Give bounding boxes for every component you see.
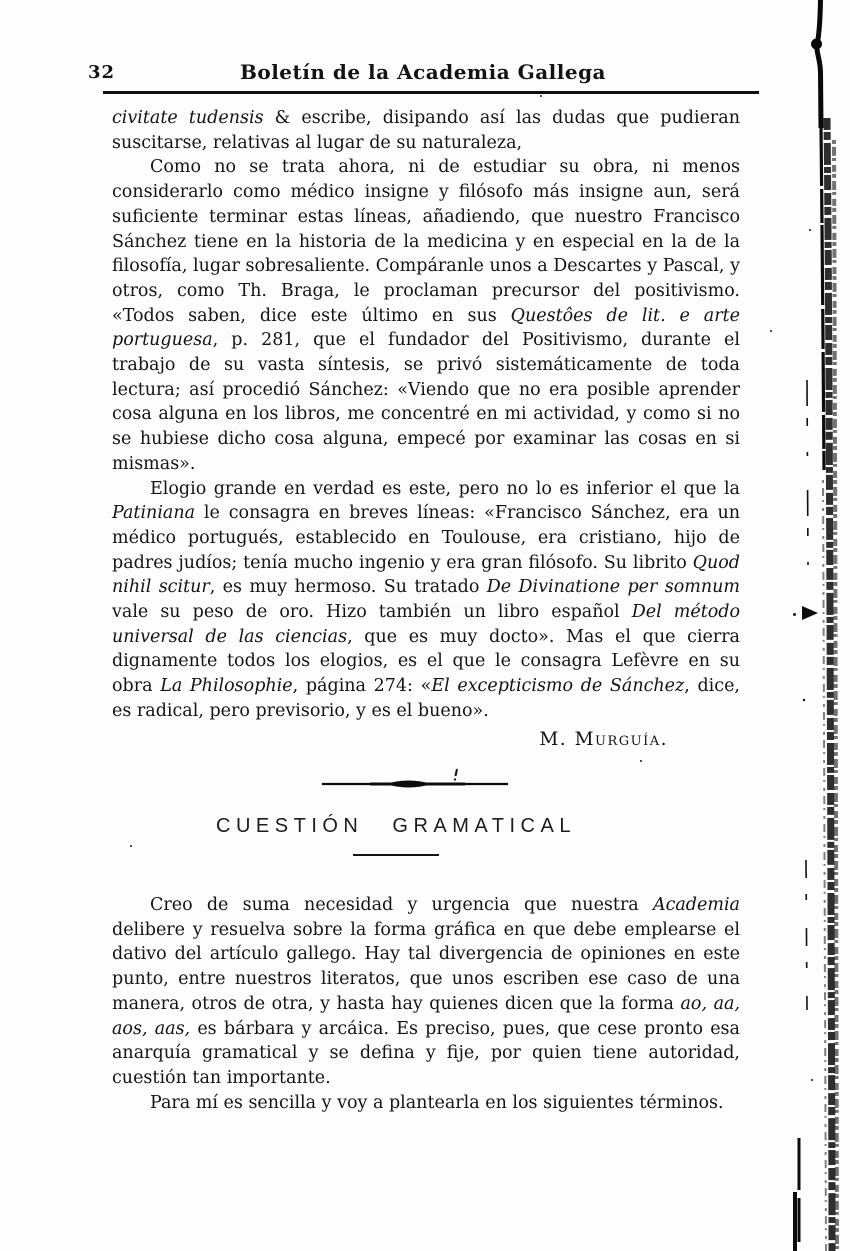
- text-run: La Philosophie: [160, 676, 293, 697]
- text-run: ao, aa, aos, aas,: [112, 993, 740, 1039]
- text-run: Academia: [652, 894, 740, 915]
- paragraph: [112, 477, 740, 724]
- text-run: Para mí es sencilla y voy a plantearla en los siguientes términos.: [150, 1092, 724, 1113]
- section-paragraphs: [112, 893, 740, 1115]
- text-run: es bárbara y arcáica. Es preciso, pues, que cese pronto esa anarquía gramatical y se defina y fije, por quien tiene autoridad, cuestión tan importante.: [112, 1018, 740, 1088]
- scan-speck: [770, 330, 772, 332]
- text-run: vale su peso de oro. Hizo también un libro español: [112, 602, 632, 623]
- text-run: Elogio grande en verdad es este, pero no lo es inferior el que la: [150, 478, 740, 499]
- paragraph: [112, 893, 740, 1091]
- journal-title: Boletín de la Academia Gallega: [239, 60, 607, 84]
- text-run: civitate tudensis: [112, 108, 264, 128]
- text-run: Creo de suma necesidad y urgencia que nuestra: [150, 894, 653, 915]
- paragraph: [112, 155, 740, 476]
- text-run: Quod nihil scitur: [112, 552, 740, 598]
- text-run: , página 274: «: [292, 676, 432, 697]
- scan-speck: [130, 845, 132, 847]
- text-run: , que es muy docto». Mas el que cierra dignamente todos los elogios, es el que le consagra Lefèvre en su obra: [112, 626, 740, 697]
- divider-rule-icon: [320, 766, 510, 792]
- section-title: CUESTIÓN GRAMATICAL: [216, 815, 576, 838]
- article-end-paragraphs: [112, 106, 740, 724]
- text-column: [112, 106, 740, 1115]
- header-rule: [103, 91, 759, 94]
- text-run: De Divinatione per somnum: [486, 577, 740, 598]
- text-run: Del método universal de las ciencias: [112, 602, 740, 647]
- text-run: delibere y resuelva sobre la forma gráfica en que debe emplearse el dativo del artículo gallego. Hay tal divergencia de opiniones en este punto, entre nuestros literatos, que unos escriben ese caso de una manera, otros de otra, y hasta hay quienes dicen que la forma: [112, 919, 740, 1014]
- text-run: le consagra en breves líneas: «Francisco Sánchez, era un médico portugués, establecido en Toulouse, era cristiano, hijo de padres judíos; tenía mucho ingenio y era gran filósofo. Su librito: [112, 503, 740, 573]
- text-run: , p. 281, que el fundador del Positivismo, durante el trabajo de su vasta síntesis, se privó sistemáticamente de toda lectura; así procedió Sánchez: «Viendo que no era posible aprender cosa alguna en los libros, me concentré en mi actividad, y como si no se hubiese dicho cosa alguna, empecé por examinar las cosas en si mismas».: [112, 330, 740, 474]
- text-run: Patiniana: [112, 503, 196, 524]
- binding-artifact-icon: [790, 0, 850, 1251]
- running-header: [88, 60, 758, 86]
- text-run: , es muy hermoso. Su tratado: [209, 577, 487, 598]
- text-run: & escribe, disipando así las dudas que pudieran suscitarse, relativas al lugar de su naturaleza,: [112, 108, 740, 153]
- scan-speck: [540, 95, 542, 97]
- scan-speck: [640, 760, 642, 762]
- author-signature: M. Murguía.: [539, 728, 668, 750]
- section-title-rule: [353, 854, 439, 856]
- paragraph: [112, 106, 740, 155]
- text-run: Questôes de lit. e arte portuguesa: [112, 305, 740, 351]
- page-number: 32: [88, 62, 116, 83]
- text-run: El excepticismo de Sánchez: [431, 676, 685, 697]
- divider-ornament: [320, 766, 510, 792]
- text-run: , dice, es radical, pero previsorio, y es el bueno».: [112, 676, 740, 721]
- paragraph: [112, 1091, 740, 1116]
- text-run: Como no se trata ahora, ni de estudiar su obra, ni menos considerarlo como médico insigne y filósofo más insigne aun, será suficiente terminar estas líneas, añadiendo, que nuestro Francisco Sánchez tiene en la historia de la medicina y en especial en la de la filosofía, lugar sobresaliente. Compáranle unos a Descartes y Pascal, y otros, como Th. Braga, le proclaman precursor del positivismo. «Todos saben, dice este último en sus: [112, 157, 740, 326]
- scan-speck: [793, 613, 796, 616]
